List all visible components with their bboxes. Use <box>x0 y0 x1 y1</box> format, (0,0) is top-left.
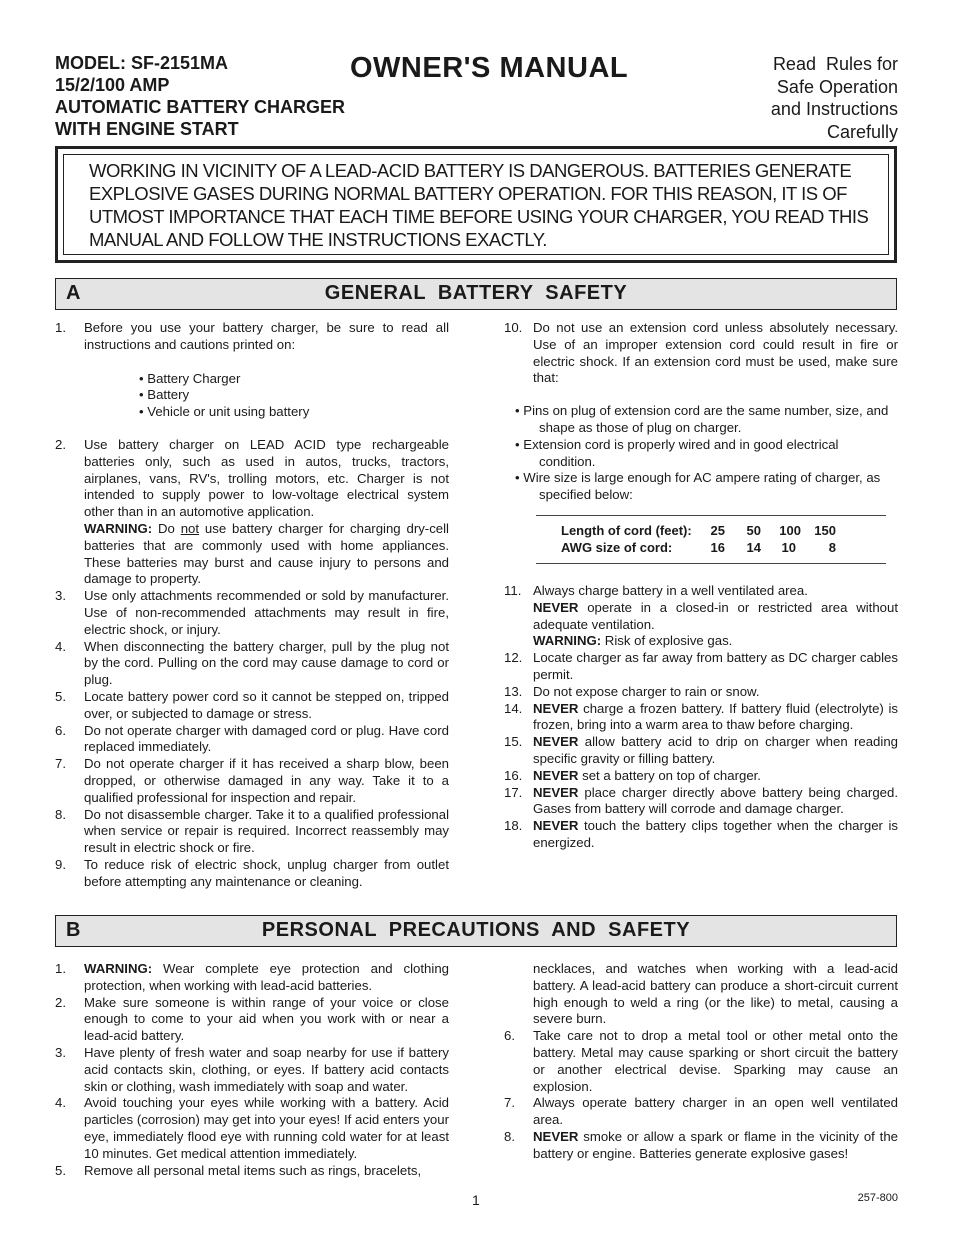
cord-cell: 50 <box>746 522 761 538</box>
list-item <box>504 734 898 768</box>
item-text: Do not use an extension cord unless absolutely necessary. Use of an improper extension cord could result in fire or electric shock. If an extension cord must be used, make sure that: <box>533 320 898 386</box>
read-rules-note <box>771 53 898 143</box>
never-label: NEVER <box>533 700 579 716</box>
item-number: 3. <box>55 1044 66 1060</box>
item-number: 3. <box>55 588 66 604</box>
page-number: 1 <box>472 1192 480 1208</box>
list-item <box>55 807 449 857</box>
list-item <box>55 437 449 588</box>
item-number: 8. <box>55 806 66 822</box>
list-item <box>504 1028 898 1095</box>
list-item <box>55 1095 449 1162</box>
cord-cell: 25 <box>710 522 725 538</box>
section-title: GENERAL BATTERY SAFETY <box>324 282 628 304</box>
list-item <box>55 723 449 757</box>
cord-cell: 10 <box>781 540 796 556</box>
list-item <box>504 684 898 701</box>
cord-cell: 14 <box>746 540 761 556</box>
item-number: 4. <box>55 638 66 654</box>
item-number: 7. <box>55 756 66 772</box>
list-item <box>55 756 449 806</box>
bullet-item: • Battery <box>139 387 190 403</box>
read-rules-line: Read Rules for <box>772 54 898 74</box>
section-title: PERSONAL PRECAUTIONS AND SAFETY <box>261 919 691 941</box>
list-item <box>504 583 898 650</box>
item-number: 2. <box>55 994 66 1010</box>
item-text: place charger directly above battery being charged. Gases from battery will corrode and damage charger. <box>533 784 898 817</box>
emphasis-not: not <box>180 520 200 536</box>
never-label: NEVER <box>533 784 579 800</box>
item-text: use battery charger for charging dry-cell batteries that are commonly used with home appliances. These batteries may burst and cause injury to persons and damage to property. <box>84 520 449 587</box>
item-text: necklaces, and watches when working with a lead-acid battery. A lead-acid battery can produce a short-circuit current high enough to weld a ring (or the like) to metal, causing a severe burn. <box>533 961 898 1027</box>
item-number: 2. <box>55 436 66 452</box>
item-text: Locate battery power cord so it cannot be stepped on, tripped over, or subjected to damage or stress. <box>84 688 449 721</box>
item-text: Always charge battery in a well ventilated area. <box>533 582 808 598</box>
item-text: Before you use your battery charger, be sure to read all instructions and cautions printed on: <box>84 320 449 352</box>
never-label: NEVER <box>533 767 579 783</box>
section-letter: B <box>66 919 81 941</box>
never-label: NEVER <box>533 734 579 750</box>
item-text: Always operate battery charger in an open well ventilated area. <box>533 1095 898 1128</box>
list-item <box>55 995 449 1045</box>
document-code: 257-800 <box>857 1192 898 1204</box>
section-letter: A <box>66 282 81 304</box>
item-number: 6. <box>55 722 66 738</box>
section-b-header <box>55 915 897 947</box>
item-text: Have plenty of fresh water and soap nearby for use if battery acid contacts skin, clothing, or eyes. If battery acid contacts skin or clothing, wash immediately with soap and water. <box>84 1044 449 1094</box>
list-item <box>504 1129 898 1163</box>
item-number: 1. <box>55 961 66 976</box>
item-number: 18. <box>504 818 523 834</box>
sub-bullet: • Pins on plug of extension cord are the same number, size, and shape as those of plug on charger. <box>515 403 889 435</box>
item-text: Remove all personal metal items such as rings, bracelets, <box>84 1162 422 1178</box>
item-text: set a battery on top of charger. <box>578 767 761 783</box>
model-info <box>55 52 345 140</box>
item-text: allow battery acid to drip on charger when reading specific gravity or filling battery. <box>533 734 898 766</box>
never-label: NEVER <box>533 599 579 615</box>
item-number: 1. <box>55 320 66 335</box>
item-number: 6. <box>504 1028 515 1044</box>
list-item <box>504 785 898 819</box>
item-text: Locate charger as far away from battery as DC charger cables permit. <box>533 650 898 682</box>
list-item <box>55 689 449 723</box>
danger-warning-box <box>55 146 897 263</box>
item-text: Do not expose charger to rain or snow. <box>533 683 760 699</box>
cord-cell: 16 <box>710 540 725 556</box>
list-item <box>55 320 449 354</box>
item-number: 5. <box>55 688 66 704</box>
item-number: 16. <box>504 767 523 783</box>
item-number: 4. <box>55 1095 66 1111</box>
warning-label: WARNING: <box>84 520 153 536</box>
item-number: 5. <box>55 1162 66 1178</box>
item-text: charge a frozen battery. If battery fluid (electrolyte) is frozen, bring into a warm area to thaw before charging. <box>533 700 898 733</box>
item-number: 10. <box>504 320 523 335</box>
item-text: Do not operate charger if it has received a sharp blow, been dropped, or otherwise damaged in any way. Take it to a qualified professional for inspection and repair. <box>84 756 449 805</box>
section-b-right-column <box>504 961 898 1163</box>
item-text: Avoid touching your eyes while working with a battery. Acid particles (corrosion) may get into your eyes! If acid enters your eye, immediately flood eye with running cold water for at least 10 minutes. Get medical attention immediately. <box>84 1095 449 1161</box>
item-text: Use only attachments recommended or sold by manufacturer. Use of non-recommended attachments may result in fire, electric shock, or injury. <box>84 588 449 637</box>
list-item <box>55 639 449 689</box>
item-text: Do <box>152 520 181 536</box>
item-number: 13. <box>504 683 523 699</box>
bullet-item: • Battery Charger <box>139 370 241 386</box>
cord-cell: 150 <box>814 522 836 538</box>
never-label: NEVER <box>533 1128 579 1144</box>
item-text: Do not disassemble charger. Take it to a qualified professional when service or repair is required. Incorrect reassembly may result in electric shock or fire. <box>84 806 449 856</box>
item-number: 17. <box>504 784 523 800</box>
item-text: Do not operate charger with damaged cord or plug. Have cord replaced immediately. <box>84 722 449 755</box>
item-text: To reduce risk of electric shock, unplug charger from outlet before attempting any maintenance or cleaning. <box>84 856 449 889</box>
list-item <box>55 588 449 638</box>
item-text: When disconnecting the battery charger, pull by the plug not by the cord. Pulling on the cord may cause damage to cord or plug. <box>84 638 449 688</box>
model-line: WITH ENGINE START <box>55 119 239 139</box>
read-rules-line: and Instructions <box>770 99 898 119</box>
item-text: Use battery charger on LEAD ACID type rechargeable batteries only, such as used in autos, trucks, tractors, airplanes, vans, RV's, trolling motors, etc. Charger is not intended to supply power to low-voltage electrical system other than in an automotive application. <box>84 436 449 520</box>
read-rules-line: Carefully <box>826 121 898 142</box>
list-item <box>504 1095 898 1129</box>
list-item <box>504 818 898 852</box>
item-text: Take care not to drop a metal tool or other metal onto the battery. Metal may cause sparking or short circuit the battery or another electrical devise. Sparking may cause an explosion. <box>533 1028 898 1094</box>
item-text: Wear complete eye protection and clothing protection, when working with lead-acid batteries. <box>84 961 449 993</box>
list-item-continued <box>504 961 898 1028</box>
never-label: NEVER <box>533 818 579 834</box>
item-text: operate in a closed-in or restricted area without adequate ventilation. <box>533 599 898 632</box>
cord-row-label: Length of cord (feet): <box>561 522 692 538</box>
list-item <box>504 320 898 387</box>
bullet-list <box>55 371 449 421</box>
danger-warning-text: WORKING IN VICINITY OF A LEAD-ACID BATTERY IS DANGEROUS. BATTERIES GENERATE EXPLOSIVE GASES DURING NORMAL BATTERY OPERATION. FOR THIS REASON, IT IS OF UTMOST IMPORTANCE THAT EACH TIME BEFORE USING YOUR CHARGER, YOU READ THIS MANUAL AND FOLLOW THE INSTRUCTIONS EXACTLY. <box>89 160 869 250</box>
warning-label: WARNING: <box>84 961 153 976</box>
list-item <box>504 650 898 684</box>
item-number: 12. <box>504 650 523 666</box>
sub-bullet: • Extension cord is properly wired and in good electrical condition. <box>515 436 839 469</box>
list-item <box>55 1163 449 1180</box>
item-text: touch the battery clips together when the charger is energized. <box>533 818 898 850</box>
list-item <box>504 768 898 785</box>
list-item <box>504 701 898 735</box>
section-b-left-column <box>55 961 449 1179</box>
list-item <box>55 961 449 995</box>
section-a-header <box>55 278 897 310</box>
model-line: AUTOMATIC BATTERY CHARGER <box>55 97 345 117</box>
item-number: 7. <box>504 1095 515 1111</box>
cord-cell: 8 <box>828 540 836 556</box>
model-line: MODEL: SF-2151MA <box>55 53 229 73</box>
cord-row-label: AWG size of cord: <box>561 540 673 556</box>
model-line: 15/2/100 AMP <box>55 75 170 95</box>
item-number: 8. <box>504 1128 515 1144</box>
sub-bullet: • Wire size is large enough for AC ampere rating of charger, as specified below: <box>515 470 881 503</box>
item-text: Risk of explosive gas. <box>601 633 733 649</box>
item-text: Make sure someone is within range of your voice or close enough to come to your aid when you work with or near a lead-acid battery. <box>84 994 449 1044</box>
item-number: 9. <box>55 856 66 872</box>
read-rules-line: Safe Operation <box>776 76 898 97</box>
section-a-right-column <box>504 320 898 852</box>
page-title: OWNER'S MANUAL <box>350 52 629 84</box>
list-item <box>55 1045 449 1095</box>
item-number: 15. <box>504 734 523 750</box>
list-item <box>55 857 449 891</box>
bullet-item: • Vehicle or unit using battery <box>139 404 310 420</box>
warning-label: WARNING: <box>533 633 602 649</box>
cord-cell: 100 <box>779 522 801 538</box>
item-number: 14. <box>504 700 523 716</box>
section-a-left-column <box>55 320 449 891</box>
item-text: smoke or allow a spark or flame in the vicinity of the battery or engine. Batteries generate explosive gases! <box>533 1128 898 1161</box>
cord-size-table <box>536 515 886 564</box>
item-number: 11. <box>504 582 522 598</box>
